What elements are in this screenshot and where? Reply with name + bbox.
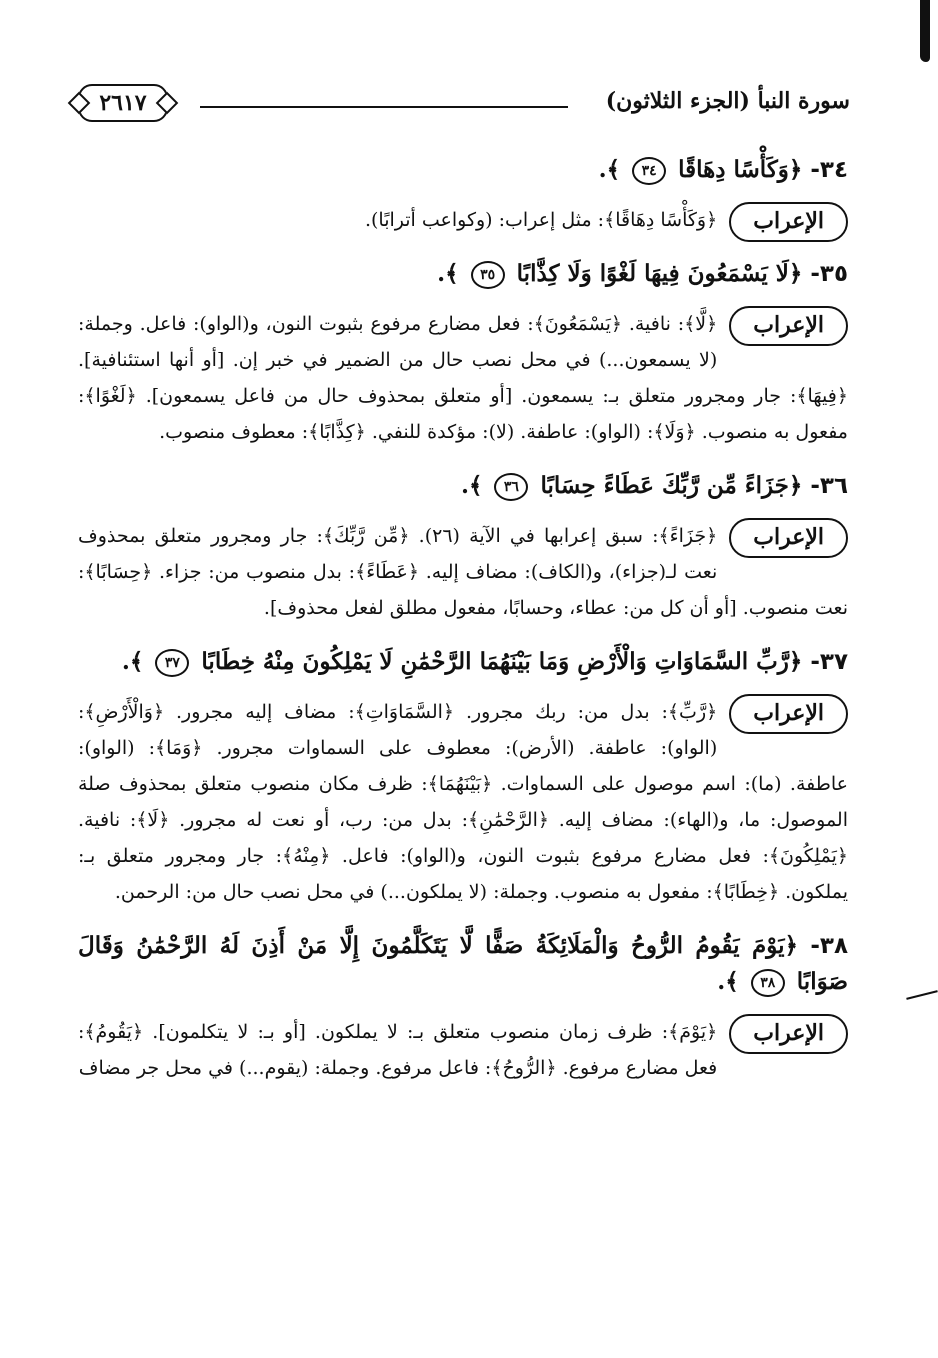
page-content [78,140,848,1104]
verse-number: ٣٨- [810,933,848,959]
verse-text: ﴿وَكَأْسًا دِهَاقًا [678,156,803,183]
ayah-marker: ٣٥ [471,261,505,289]
verse-text: ﴿جَزَاءً مِّن رَّبِّكَ عَطَاءً حِسَابًا [540,472,803,499]
verse-35 [78,256,848,292]
irab-label: الإعراب [729,694,848,734]
irab-text: ﴿جَزَاءً﴾: سبق إعرابها في الآية (٢٦). ﴿مِّن رَّبِّكَ﴾: جار ومجرور متعلق بمحذوف نعت لـ(جزاء)، و(الكاف): مضاف إليه. ﴿عَطَاءً﴾: بدل منصوب من: جزاء. ﴿حِسَابًا﴾: نعت منصوب. [أو أن كل من: عطاء، وحسابًا، مفعول مطلق لفعل محذوف]. [78,525,848,619]
irab-text: ﴿يَوْمَ﴾: ظرف زمان منصوب متعلق بـ: لا يملكون. [أو بـ: لا يتكلمون]. ﴿يَقُومُ﴾: فعل مضارع مرفوع. ﴿الرُّوحُ﴾: فاعل مرفوع. وجملة: (يقوم...) في محل جر مضاف [78,1021,718,1079]
irab-block-35 [78,306,848,450]
verse-38 [78,928,848,1000]
irab-text: ﴿وَكَأْسًا دِهَاقًا﴾: مثل إعراب: (وكواعب أترابًا). [364,209,718,231]
header-title: سورة النبأ (الجزء الثلاثون) [605,88,850,114]
ayah-marker: ٣٦ [494,473,528,501]
page-header [78,84,850,126]
verse-34 [78,152,848,188]
irab-text: ﴿لَّا﴾: نافية. ﴿يَسْمَعُونَ﴾: فعل مضارع مرفوع بثبوت النون، و(الواو): فاعل. وجملة: (لا يسمعون...) في محل نصب حال من الضمير في خبر إن. [أو أنها استئنافية]. ﴿فِيهَا﴾: جار ومجرور متعلق بـ: يسمعون. [أو متعلق بمحذوف حال من فاعل يسمعون]. ﴿لَغْوًا﴾: مفعول به منصوب. ﴿وَلَا﴾: (الواو): عاطفة. (لا): مؤكدة للنفي. ﴿كِذَّابًا﴾: معطوف منصوب. [78,313,848,443]
verse-end: ﴾. [460,472,483,499]
ayah-marker: ٣٨ [751,969,785,997]
verse-end: ﴾. [717,968,739,995]
irab-block-36 [78,518,848,626]
verse-end: ﴾. [437,260,459,287]
irab-label: الإعراب [729,1014,848,1054]
verse-text: ﴿يَوْمَ يَقُومُ الرُّوحُ وَالْمَلَائِكَةُ صَفًّا لَّا يَتَكَلَّمُونَ إِلَّا مَنْ أَذِنَ لَهُ الرَّحْمَٰنُ وَقَالَ صَوَابًا [78,932,848,995]
irab-label: الإعراب [729,306,848,346]
irab-block-37 [78,694,848,910]
irab-block-38 [78,1014,848,1086]
verse-number: ٣٥- [810,261,848,287]
margin-pen-stroke [906,990,938,1000]
verse-36 [78,468,848,504]
irab-label: الإعراب [729,202,848,242]
verse-text: ﴿لَا يَسْمَعُونَ فِيهَا لَغْوًا وَلَا كِذَّابًا [516,260,803,287]
verse-number: ٣٦- [810,473,848,499]
irab-block-34 [78,202,848,238]
verse-number: ٣٧- [810,649,848,675]
ayah-marker: ٣٤ [632,157,666,185]
verse-end: ﴾. [598,156,621,183]
verse-end: ﴾. [121,648,144,675]
verse-37 [78,644,848,680]
irab-label: الإعراب [729,518,848,558]
page-number: ٢٦١٧ [78,84,168,122]
page-edge-mark [920,0,930,62]
verse-number: ٣٤- [810,157,848,183]
header-rule [200,106,568,108]
irab-text: ﴿رَّبِّ﴾: بدل من: ربك مجرور. ﴿السَّمَاوَاتِ﴾: مضاف إليه مجرور. ﴿وَالْأَرْضِ﴾: (الواو): عاطفة. (الأرض): معطوف على السماوات مجرور. ﴿وَمَا﴾: (الواو): عاطفة. (ما): اسم موصول على السماوات. ﴿بَيْنَهُمَا﴾: ظرف مكان منصوب متعلق بمحذوف صلة الموصول: ما، و(الهاء): مضاف إليه. ﴿الرَّحْمَٰنِ﴾: بدل من: رب، أو نعت له مجرور. ﴿لَا﴾: نافية. ﴿يَمْلِكُونَ﴾: فعل مضارع مرفوع بثبوت النون، و(الواو): فاعل. ﴿مِنْهُ﴾: جار ومجرور متعلق بـ: يملكون. ﴿خِطَابًا﴾: مفعول به منصوب. وجملة: (لا يملكون...) في محل نصب حال من: الرحمن. [78,701,848,903]
ayah-marker: ٣٧ [155,649,189,677]
verse-text: ﴿رَّبِّ السَّمَاوَاتِ وَالْأَرْضِ وَمَا بَيْنَهُمَا الرَّحْمَٰنِ لَا يَمْلِكُونَ مِنْهُ خِطَابًا [201,648,803,675]
